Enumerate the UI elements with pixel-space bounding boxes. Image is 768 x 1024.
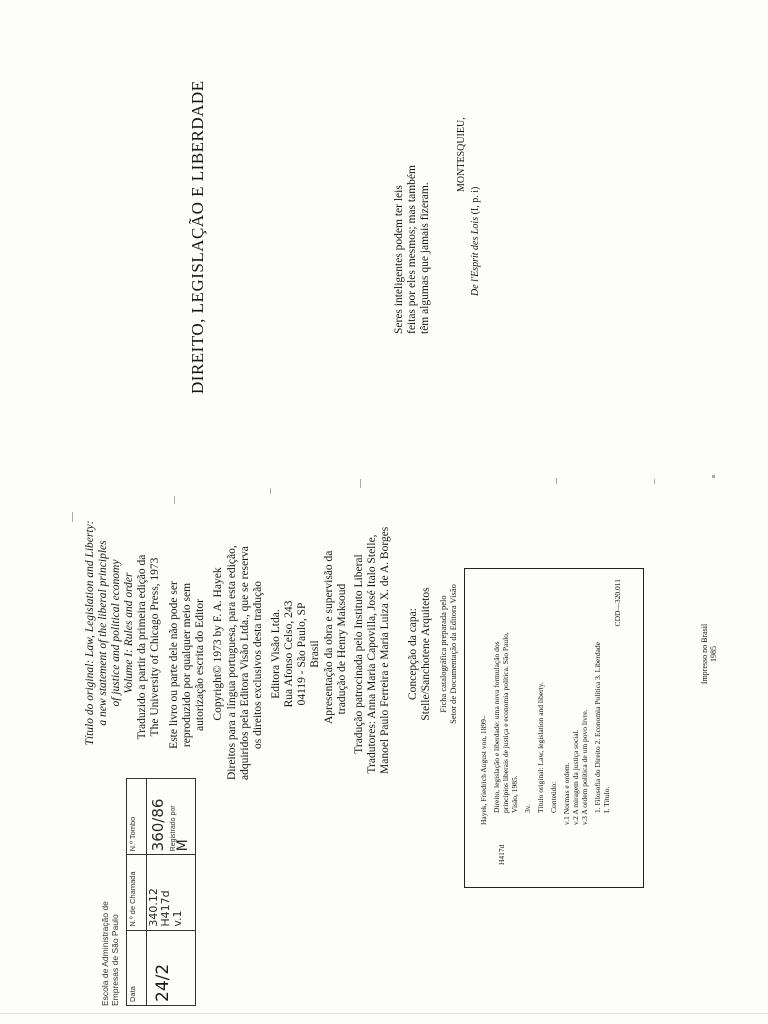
- publisher-line: Rua Afonso Celso, 243: [283, 600, 295, 708]
- library-stamp: [100, 778, 196, 1006]
- card-contents-line: v.3 A ordem política de um povo livre.: [580, 709, 589, 825]
- translation-credit: [353, 526, 392, 774]
- call-number-line: 340.12: [147, 888, 160, 927]
- cover-line: Stelle/Sanchotene Arquitetos: [420, 587, 432, 721]
- publisher-line: Editora Visão Ltda.: [270, 609, 282, 699]
- card-subjects: [593, 575, 611, 825]
- card-contents-line: v.1 Normas e ordem.: [562, 762, 571, 825]
- translation-line: Tradução patrocinada pelo Instituto Liberal: [353, 554, 365, 754]
- publisher-line: Brasil: [309, 640, 321, 668]
- card-author: Hayek, Friedrich August von, 1899–: [479, 715, 488, 825]
- stamp-tombo-cell: [147, 779, 195, 854]
- stamp-date-value: 24/2: [147, 930, 195, 1005]
- catalog-note-line: Ficha catalográfica preparada pelo: [438, 595, 448, 713]
- card-contents-line: v.2 A miragem da justiça social.: [571, 729, 580, 825]
- translation-line: Tradutores: Anna Maria Capovilla, José Italo Stelle,: [366, 534, 378, 774]
- epigraph-source-ref: (I, p. i): [470, 186, 481, 217]
- rights-pt-line: adquiridos pela Editora Visão Ltda., que se reserva: [239, 546, 251, 780]
- card-description: [492, 575, 519, 825]
- catalog-note-line: Setor de Documentação da Editora Visão: [448, 584, 458, 724]
- printed-line: 1985: [709, 646, 718, 662]
- card-call-code: H417d: [497, 844, 506, 865]
- epigraph-source: [470, 96, 481, 296]
- printed-in-brazil: [700, 584, 718, 724]
- scan-speck: [72, 512, 73, 522]
- rights-pt-line: os direitos exclusivos desta tradução: [252, 581, 264, 749]
- catalog-card: [464, 568, 644, 888]
- rights-notice-line: reproduzido por qualquer meio sem: [181, 582, 193, 748]
- rights-portuguese: [226, 545, 265, 780]
- stamp-tombo-value: 360/86: [149, 798, 167, 852]
- book-title: DIREITO, LEGISLAÇÃO E LIBERDADE: [188, 80, 207, 394]
- translated-from-line: The University of Chicago Press, 1973: [149, 557, 161, 737]
- cover-credit: [407, 579, 433, 729]
- scan-speck: [174, 496, 175, 504]
- presentation-line: Apresentação da obra e supervisão da: [323, 550, 335, 724]
- original-title-line: Título do original: Law, Legislation and Liberty:: [84, 520, 96, 746]
- scan-speck: [654, 479, 655, 484]
- scan-speck: [270, 488, 271, 494]
- catalog-note: [438, 584, 458, 724]
- card-description-line: princípios liberais de justiça e economia política. São Paulo,: [501, 632, 510, 813]
- epigraph-line: feitas por eles mesmos; mas também: [406, 165, 418, 334]
- original-title-line: Volume I: Rules and order: [123, 572, 135, 694]
- publisher-address: [270, 584, 322, 724]
- copyright-line: Copyright© 1973 by F. A. Hayek: [212, 567, 224, 721]
- rights-notice-line: Este livro ou parte dele não pode ser: [168, 581, 180, 749]
- card-contents-label: Conteúdo:: [549, 781, 558, 813]
- stamp-label-date: Data: [127, 930, 147, 1005]
- card-subjects-line: I. Título.: [602, 786, 611, 813]
- stamp-call-value: [147, 854, 195, 929]
- scan-speck: [360, 479, 361, 488]
- stamp-header-line: Escola de Administração de: [100, 901, 110, 1006]
- rights-notice: [168, 550, 207, 780]
- stamp-header: [100, 778, 120, 1006]
- epigraph-line: Seres inteligentes podem ter leis: [393, 185, 405, 334]
- call-number-line: H417d: [159, 890, 172, 927]
- card-original-title: Título original: Law, legislation and liberty.: [536, 682, 545, 813]
- original-title-line: a new statement of the liberal principles: [97, 540, 109, 726]
- original-title-line: of justice and political economy: [110, 559, 122, 707]
- printed-line: Impresso no Brasil: [700, 623, 709, 685]
- stamp-label-call: N.º de Chamada: [127, 854, 147, 929]
- stamp-label-tombo: N.º Tombo: [127, 779, 147, 854]
- card-body: [479, 575, 615, 825]
- presentation-line: tradução de Henry Maksoud: [336, 583, 348, 715]
- card-description-line: Visão, 1985.: [510, 775, 519, 813]
- translation-line: Manoel Paulo Ferreira e Maria Luiza X. de A. Borges: [379, 526, 391, 774]
- stamp-grid: [126, 778, 196, 1006]
- presentation-credit: [323, 550, 349, 724]
- card-contents: [562, 575, 589, 825]
- translated-from: [136, 522, 162, 772]
- scan-edge: [0, 1013, 768, 1014]
- card-volumes: 3v.: [523, 804, 532, 813]
- scan-speck: [712, 475, 715, 478]
- rights-pt-line: Direitos para a língua portuguesa, para esta edição,: [226, 545, 238, 780]
- scan-speck: [556, 478, 557, 484]
- stamp-registered-value: M: [175, 839, 191, 852]
- cover-line: Concepção da capa:: [407, 608, 419, 700]
- epigraph: [393, 74, 432, 334]
- card-subjects-line: 1. Filosofia do Direito 2. Economia Política 3. Liberdade: [593, 641, 602, 813]
- rights-notice-line: autorização escrita do Editor: [194, 599, 206, 731]
- card-description-line: Direito, legislação e liberdade: uma nova formulação dos: [492, 641, 501, 813]
- epigraph-author: MONTESQUIEU,: [456, 117, 467, 192]
- epigraph-line: têm algumas que jamais fizeram.: [419, 182, 431, 334]
- stamp-header-line: Empresas de São Paulo: [110, 914, 120, 1006]
- translated-from-line: Traduzido a partir da primeira edição da: [136, 554, 148, 740]
- stamp-label-registered: Registrado por: [170, 805, 177, 852]
- call-number-line: v.1: [171, 910, 184, 927]
- epigraph-source-title: De l'Esprit des Lois: [470, 216, 481, 296]
- card-cdd: CDD—320.011: [613, 579, 622, 627]
- original-title-block: [84, 488, 136, 778]
- publisher-line: 04119 - São Paulo, SP: [296, 602, 308, 706]
